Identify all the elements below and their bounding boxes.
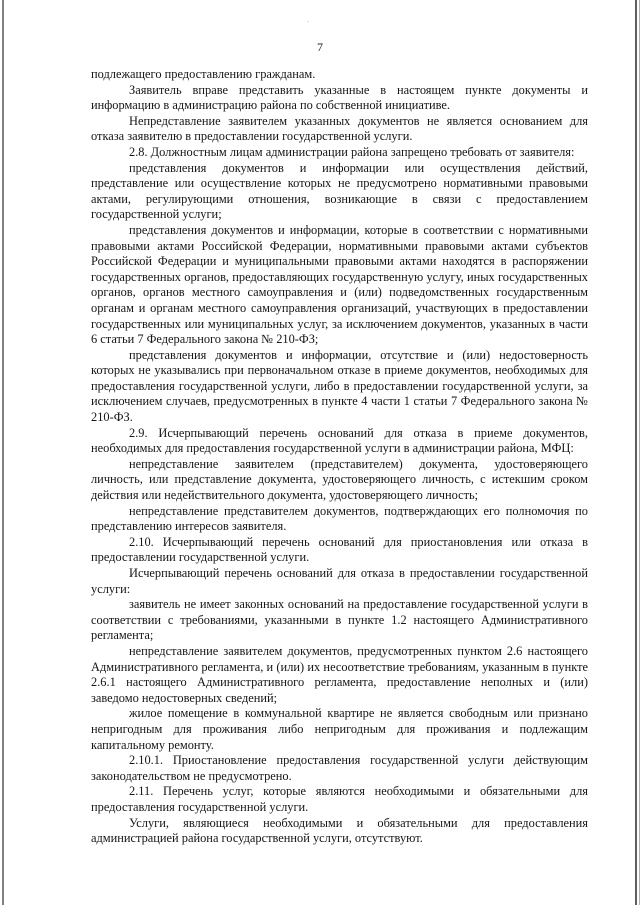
paragraph: представления документов и информации, которые в соответствии с нормативными правовыми актами Российской Федерации, нормативными правовыми актами субъектов Российской Федерации и муниципальными правовыми актами находятся в распоряжении государственных органов, предоставляющих государственную услугу, иных государственных органов, органов местного самоуправления и (или) подведомственных государственным органам и органам местного самоуправления организаций, участвующих в предоставлении государственных или муниципальных услуг, за исключением документов, указанных в части 6 статьи 7 Федерального закона № 210-ФЗ; [91, 222, 588, 347]
paragraph: 2.9. Исчерпывающий перечень оснований для отказа в приеме документов, необходимых для предоставления государственной услуги в администрации района, МФЦ: [91, 425, 588, 456]
paragraph: подлежащего предоставлению гражданам. [91, 67, 316, 81]
scan-left-edge [2, 0, 4, 905]
paragraph: непредставление представителем документов, подтверждающих его полномочия по представлению интересов заявителя. [91, 503, 588, 534]
paragraph: Услуги, являющиеся необходимыми и обязательными для предоставления администрацией района государственной услуги, отсутствуют. [91, 815, 588, 846]
document-body [91, 67, 588, 847]
paragraph: 2.10.1. Приостановление предоставления государственной услуги действующим законодательством не предусмотрено. [91, 753, 588, 783]
paragraph: Исчерпывающий перечень оснований для отказа в предоставлении государственной услуги: [91, 566, 588, 596]
paragraph: жилое помещение в коммунальной квартире не является свободным или признано непригодным для проживания либо непригодным для проживания и подлежащим капитальному ремонту. [91, 706, 588, 752]
scan-right-edge [635, 0, 637, 905]
paragraph: 2.10. Исчерпывающий перечень оснований для приостановления или отказа в предоставлении государственной услуги. [91, 534, 588, 565]
paragraph: Непредставление заявителем указанных документов не является основанием для отказа заявителю в предоставлении государственной услуги. [91, 113, 588, 144]
paragraph: непредставление заявителем (представителем) документа, удостоверяющего личность, или представление документа, удостоверяющего личность, с истекшим сроком действия или недействительного документа, удостоверяющего личность; [91, 456, 588, 503]
paragraph: непредставление заявителем документов, предусмотренных пунктом 2.6 настоящего Административного регламента, и (или) их несоответствие требованиям, указанным в пункте 2.6.1 настоящего Административного регламента, предоставление неполных и (или) заведомо недостоверных сведений; [91, 643, 588, 705]
paragraph: представления документов и информации или осуществления действий, представление или осуществление которых не предусмотрено нормативными правовыми актами, регулирующими отношения, возникающие в связи с предоставлением государственной услуги; [91, 160, 588, 222]
page-number: 7 [317, 40, 323, 54]
paragraph: 2.11. Перечень услуг, которые являются необходимыми и обязательными для предоставления государственной услуги. [91, 784, 588, 814]
paragraph: представления документов и информации, отсутствие и (или) недостоверность которых не указывались при первоначальном отказе в приеме документов, необходимых для предоставления государственной услуги, либо в предоставлении государственной услуги, за исключением случаев, предусмотренных в пункте 4 части 1 статьи 7 Федерального закона № 210-ФЗ. [91, 347, 588, 425]
paragraph: 2.8. Должностным лицам администрации района запрещено требовать от заявителя: [129, 144, 575, 159]
scan-mark: · [307, 18, 310, 26]
paragraph: заявитель не имеет законных оснований на предоставление государственной услуги в соответствии с требованиями, указанными в пункте 1.2 настоящего Административного регламента; [91, 597, 588, 643]
paragraph: Заявитель вправе представить указанные в настоящем пункте документы и информацию в администрацию района по собственной инициативе. [91, 82, 588, 113]
